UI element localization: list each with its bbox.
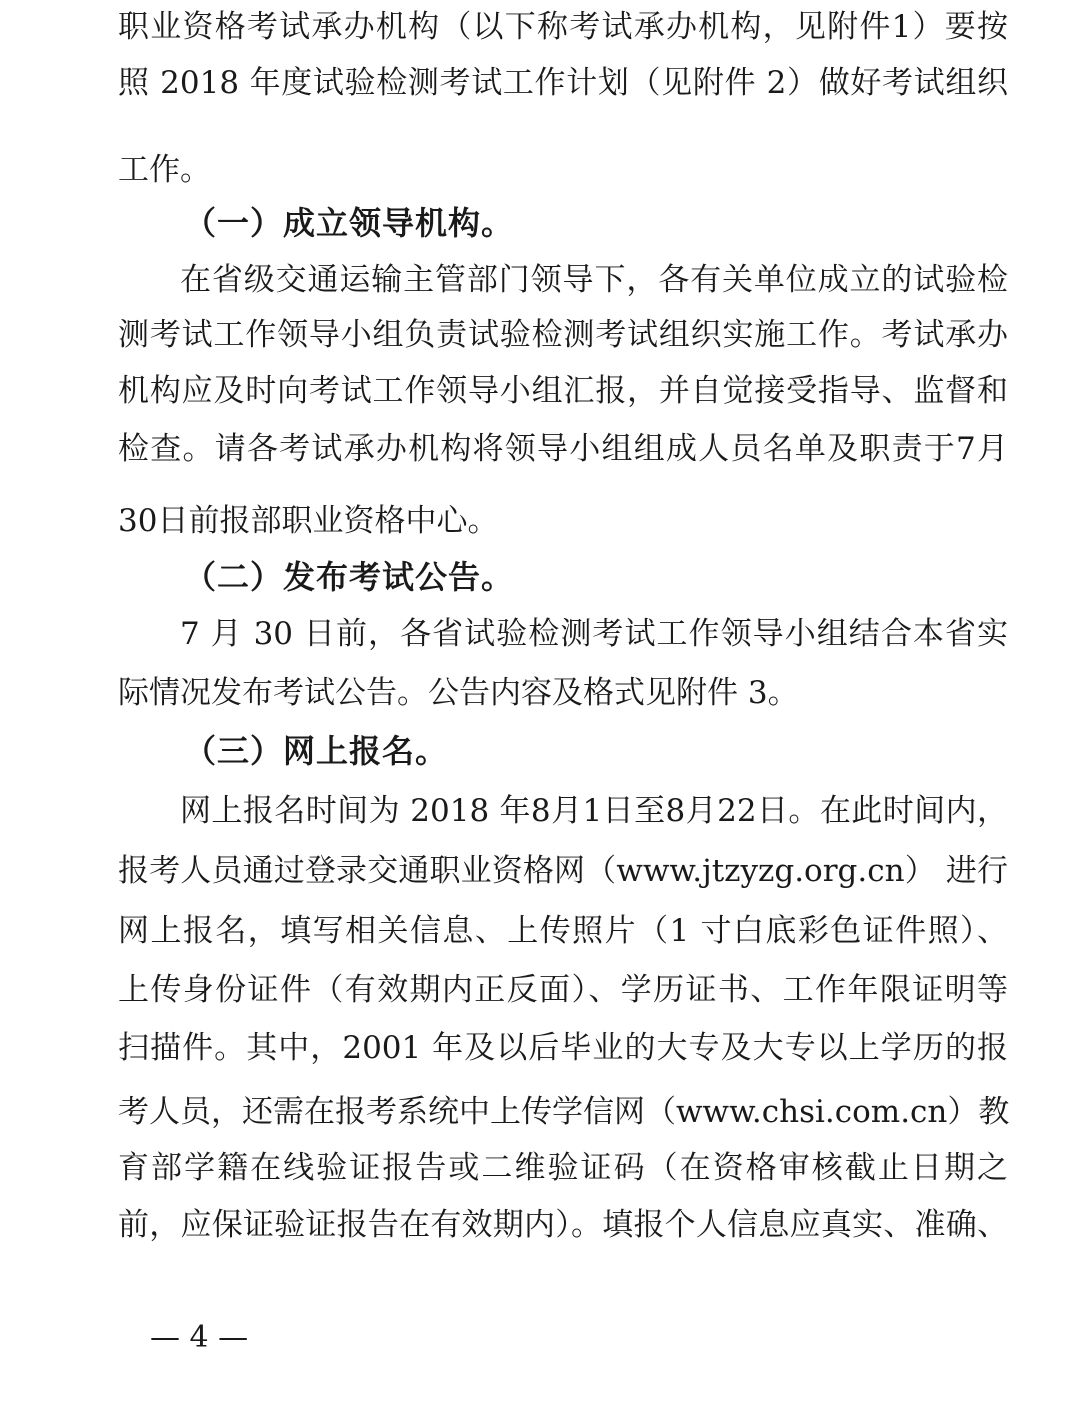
- paragraph-line: 工作。: [118, 152, 211, 188]
- paragraph-line: 报考人员通过登录交通职业资格网（www.jtzyzg.org.cn） 进行: [118, 853, 1008, 889]
- section-heading: （三）网上报名。: [184, 732, 449, 770]
- paragraph-line: 在省级交通运输主管部门领导下，各有关单位成立的试验检: [180, 262, 1008, 298]
- page-number: — 4 —: [150, 1320, 249, 1355]
- paragraph-line: 机构应及时向考试工作领导小组汇报，并自觉接受指导、监督和: [118, 373, 1008, 409]
- paragraph-line: 测考试工作领导小组负责试验检测考试组织实施工作。考试承办: [118, 317, 1008, 353]
- paragraph-line: 7 月 30 日前，各省试验检测考试工作领导小组结合本省实: [180, 616, 1008, 652]
- paragraph-line: 扫描件。其中，2001 年及以后毕业的大专及大专以上学历的报: [118, 1030, 1008, 1066]
- paragraph-line: 上传身份证件（有效期内正反面）、学历证书、工作年限证明等: [118, 972, 1008, 1008]
- paragraph-line: 考人员，还需在报考系统中上传学信网（www.chsi.com.cn）教: [118, 1094, 1010, 1130]
- paragraph-line: 职业资格考试承办机构（以下称考试承办机构，见附件1）要按: [118, 9, 1008, 45]
- section-heading: （一）成立领导机构。: [184, 204, 515, 242]
- paragraph-line: 际情况发布考试公告。公告内容及格式见附件 3。: [118, 675, 799, 711]
- paragraph-line: 育部学籍在线验证报告或二维验证码（在资格审核截止日期之: [118, 1150, 1008, 1186]
- paragraph-line: 前，应保证验证报告在有效期内）。填报个人信息应真实、准确、: [118, 1207, 1008, 1243]
- section-heading: （二）发布考试公告。: [184, 558, 515, 596]
- paragraph-line: 照 2018 年度试验检测考试工作计划（见附件 2）做好考试组织: [118, 65, 1008, 101]
- paragraph-line: 网上报名，填写相关信息、上传照片（1 寸白底彩色证件照）、: [118, 913, 1008, 949]
- paragraph-line: 30日前报部职业资格中心。: [118, 503, 499, 539]
- paragraph-line: 网上报名时间为 2018 年8月1日至8月22日。在此时间内，: [180, 793, 1008, 829]
- paragraph-line: 检查。请各考试承办机构将领导小组组成人员名单及职责于7月: [118, 431, 1008, 467]
